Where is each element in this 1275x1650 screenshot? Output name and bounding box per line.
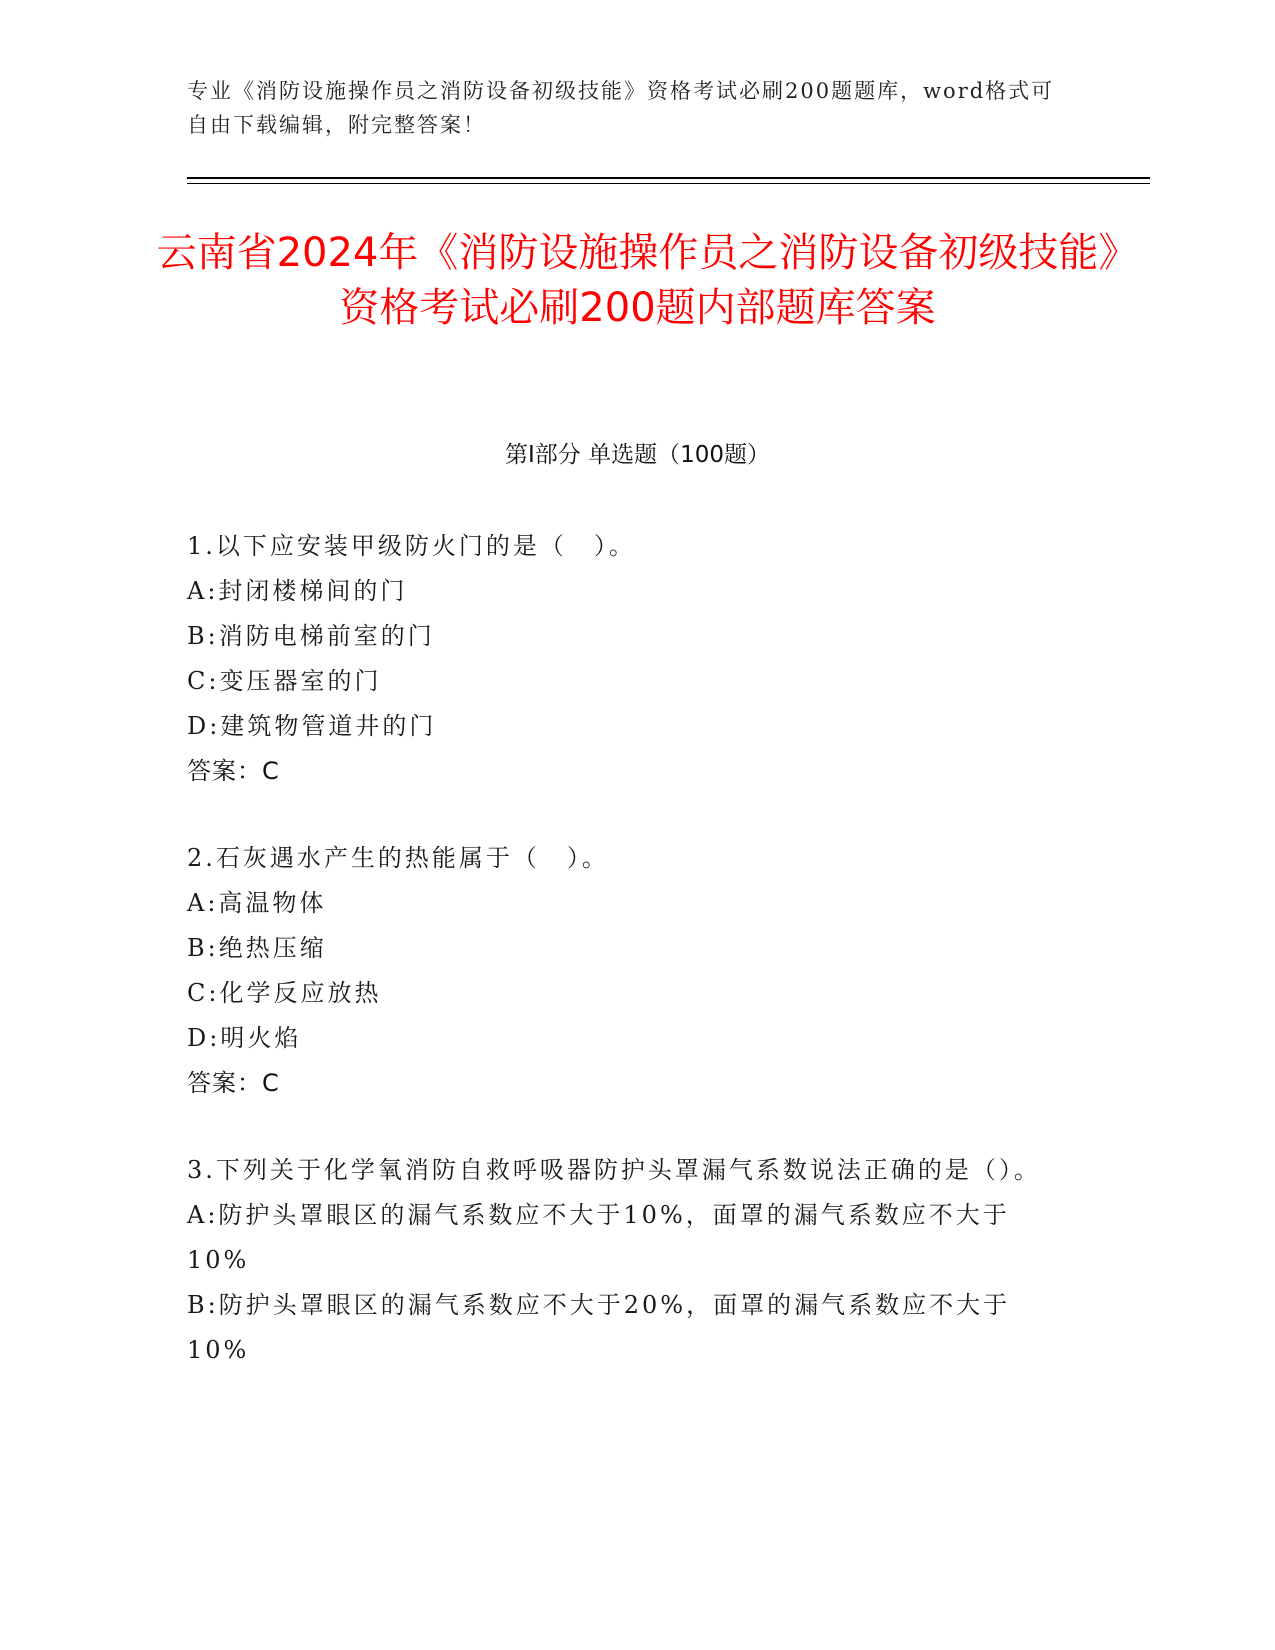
option-a: A:防护头罩眼区的漏气系数应不大于10%，面罩的漏气系数应不大于10% bbox=[187, 1201, 1010, 1274]
question-1 bbox=[187, 524, 1067, 794]
option-c: C:变压器室的门 bbox=[187, 667, 382, 695]
header-rule-thin bbox=[187, 183, 1150, 184]
header-rule-thick bbox=[187, 177, 1150, 179]
document-title: 云南省2024年《消防设施操作员之消防设备初级技能》资格考试必刷200题内部题库答案 bbox=[156, 230, 1119, 331]
question-stem: 1.以下应安装甲级防火门的是（ ）。 bbox=[187, 532, 636, 560]
option-c: C:化学反应放热 bbox=[187, 979, 382, 1007]
option-a: A:高温物体 bbox=[187, 889, 327, 917]
answer: 答案：C bbox=[187, 1069, 280, 1097]
option-d: D:明火焰 bbox=[187, 1024, 302, 1052]
question-stem: 3.下列关于化学氧消防自救呼吸器防护头罩漏气系数说法正确的是（）。 bbox=[187, 1156, 1041, 1184]
option-b: B:绝热压缩 bbox=[187, 934, 327, 962]
header-note: 专业《消防设施操作员之消防设备初级技能》资格考试必刷200题题库，word格式可自由下载编辑，附完整答案！ bbox=[187, 79, 1055, 137]
answer: 答案：C bbox=[187, 757, 280, 785]
question-list bbox=[187, 524, 1067, 1415]
option-a: A:封闭楼梯间的门 bbox=[187, 577, 408, 605]
section-title: 第I部分 单选题（100题） bbox=[505, 442, 770, 468]
option-b: B:防护头罩眼区的漏气系数应不大于20%，面罩的漏气系数应不大于10% bbox=[187, 1291, 1011, 1364]
option-d: D:建筑物管道井的门 bbox=[187, 712, 437, 740]
question-3 bbox=[187, 1148, 1067, 1373]
question-stem: 2.石灰遇水产生的热能属于（ ）。 bbox=[187, 844, 609, 872]
question-2 bbox=[187, 836, 1067, 1106]
option-b: B:消防电梯前室的门 bbox=[187, 622, 435, 650]
